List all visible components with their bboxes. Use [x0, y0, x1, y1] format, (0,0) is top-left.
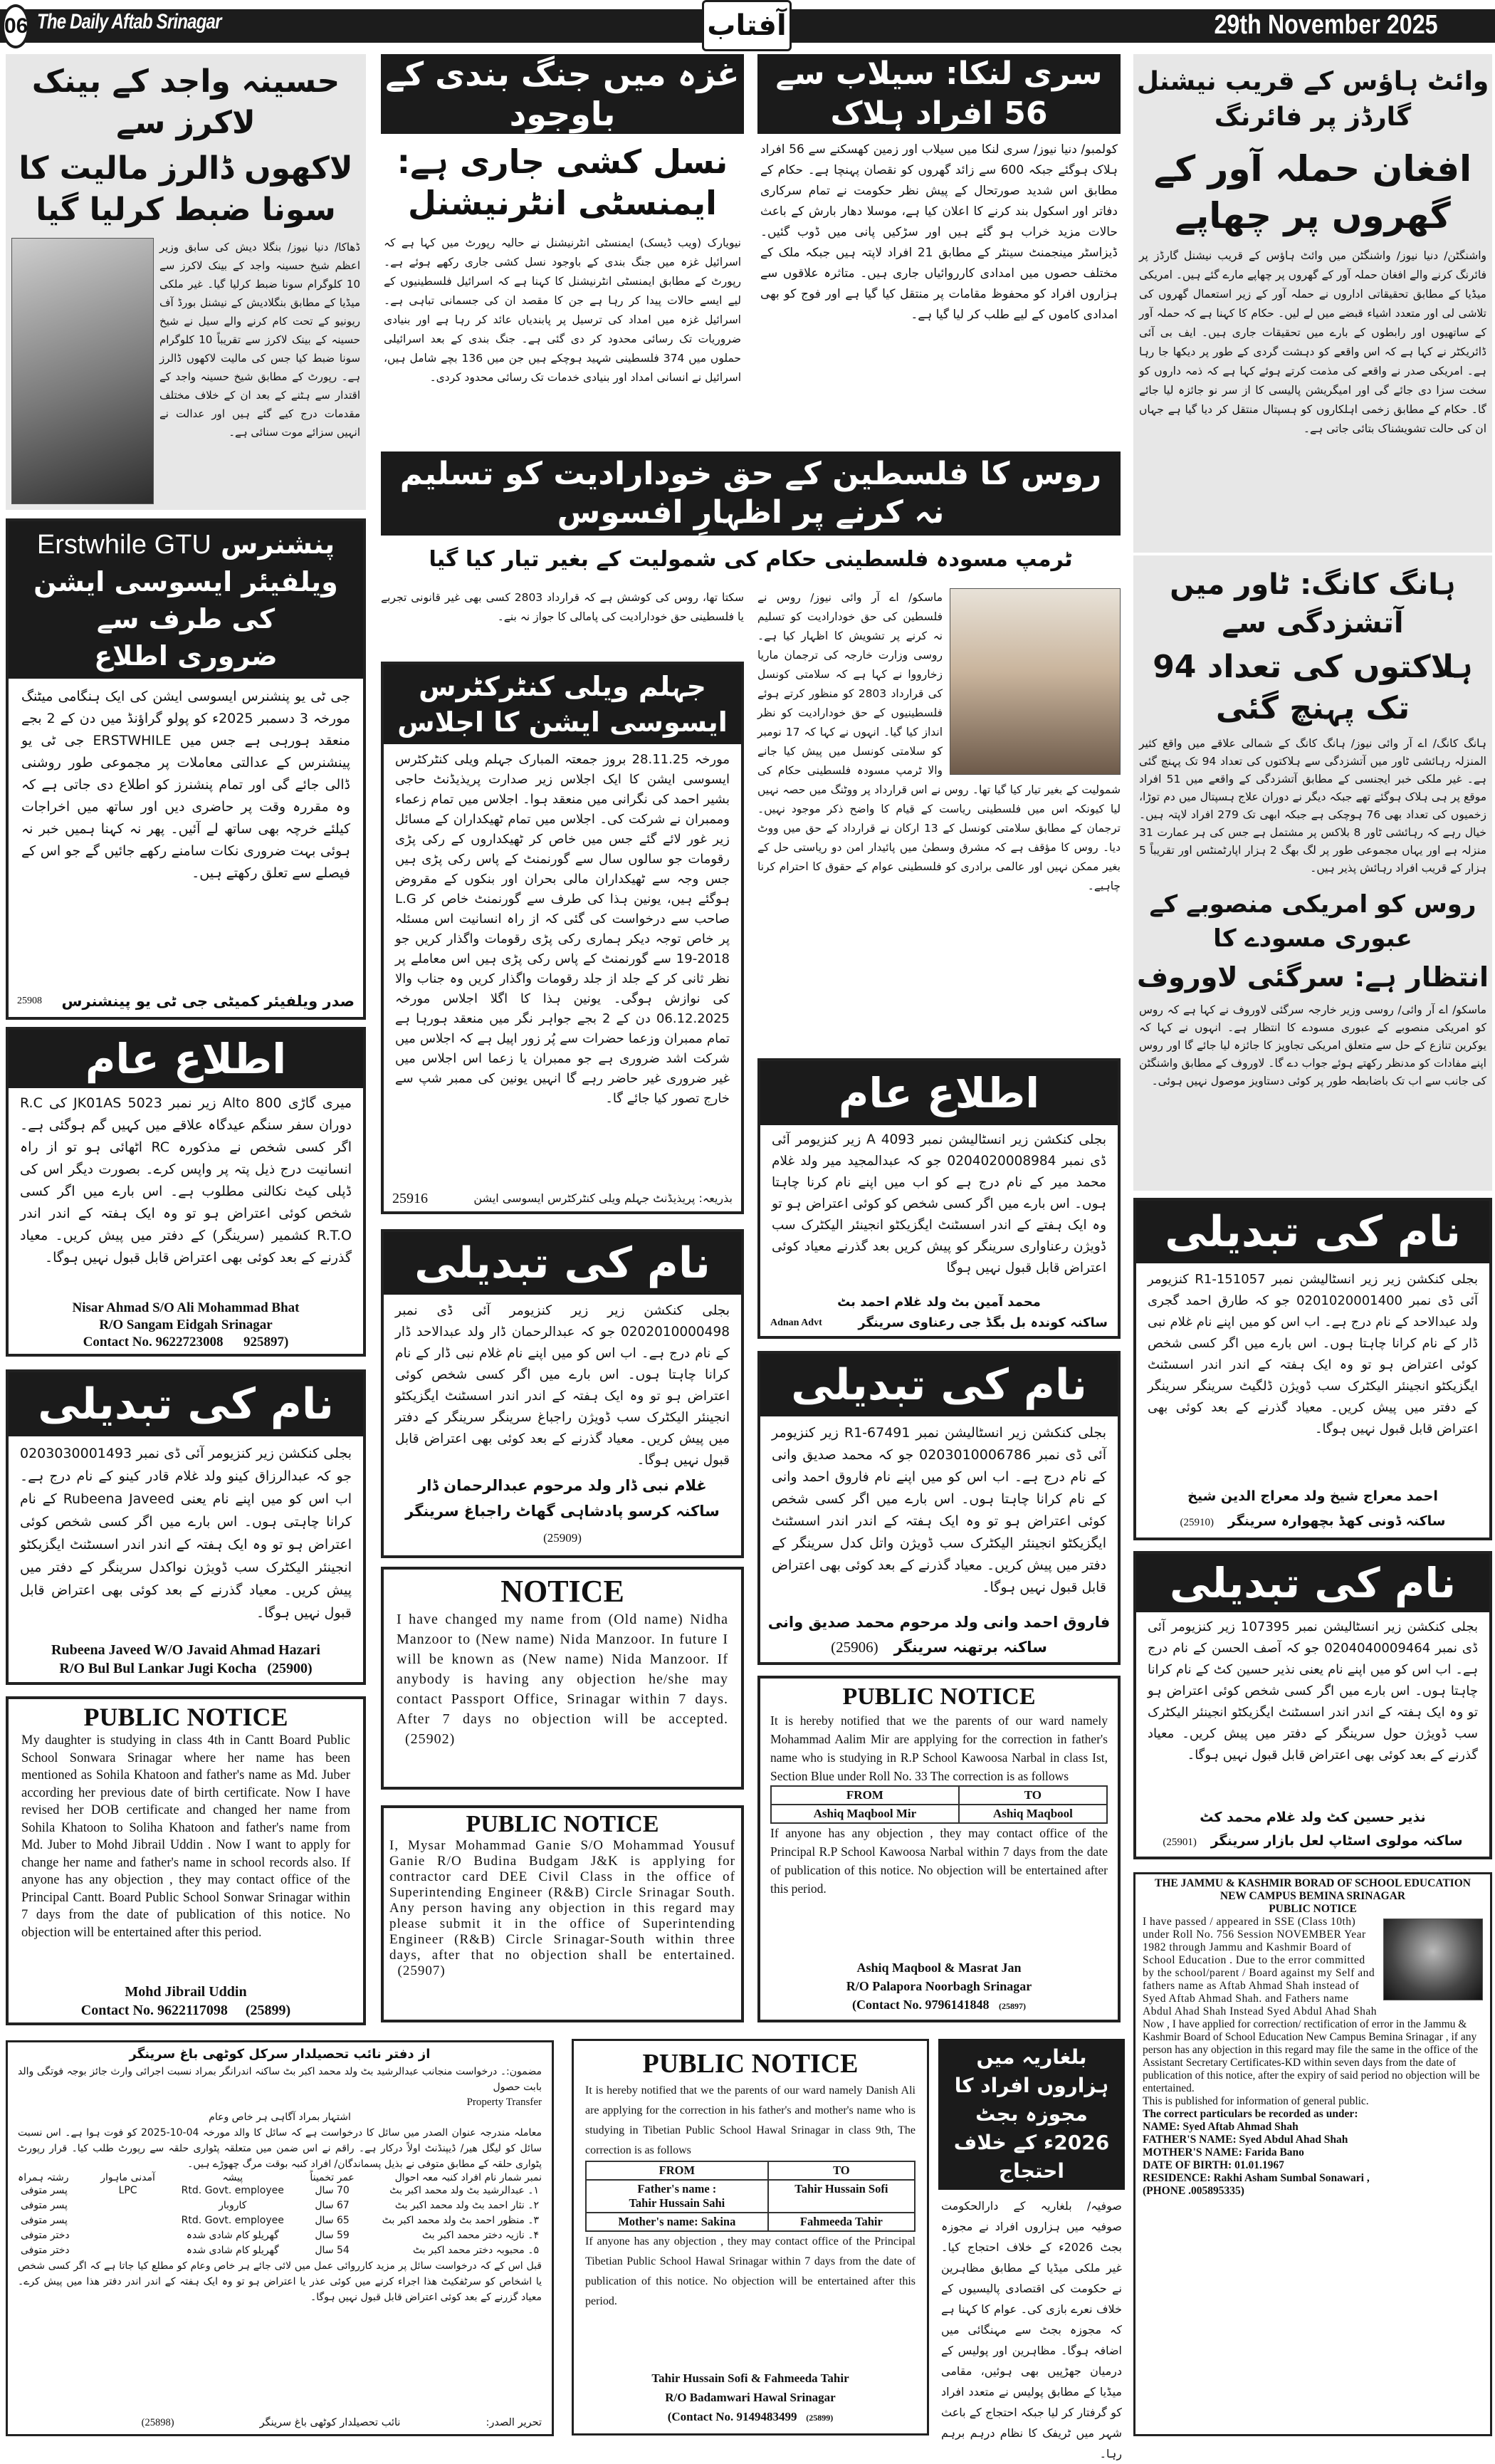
ad-ref: (25906) — [831, 1639, 878, 1656]
issue-date: 29th November 2025 — [1214, 10, 1438, 40]
ad-ref: (25909) — [543, 1531, 582, 1545]
column-header: آمدنی ماہوار — [100, 2172, 155, 2183]
ad-signature: بذریعہ: پریذیڈنٹ جہلم ویلی کنٹرکٹرس ایسوسی ایشن — [473, 1191, 733, 1205]
ad-title: PUBLIC NOTICE — [642, 2049, 859, 2079]
story-body: واشنگٹن/ دنیا نیوز/ واشنگٹن میں وائٹ ہاؤس کے قریب نیشنل گارڈز پر فائرنگ کرنے والے افغان حملہ آور کے گھروں پر چھاپے مارے گئے ہیں۔ امریکی میڈیا کے مطابق تحقیقاتی اداروں نے حملہ آور کے زیر استعمال گھروں کی تلاشی لی اور متعدد اشیاء قبضے میں لے لیں۔ حکام کا کہنا ہے کہ حملہ آور کے ساتھیوں اور رابطوں کے بارے میں تحقیقات جاری ہیں۔ ایف بی آئی ڈائریکٹر نے کہا ہے کہ اس واقعے کو دہشت گردی کے طور پر دیکھا جا رہا ہے۔ امریکی صدر نے واقعے کی مذمت کرتے ہوئے کہا ہے کہ ذمہ داروں کو سخت سزا دی جائے گی اور امیگریشن پالیسی کا از سر نو جائزہ لیا جائے گا۔ حکام کے مطابق زخمی اہلکاروں کو ہسپتال منتقل کر دیا گیا ہے جہاں ان کی حالت تشویشناک بتائی جاتی ہے۔ — [1139, 249, 1486, 435]
table-header: FROM — [771, 1786, 959, 1805]
correction-table — [585, 2161, 916, 2232]
ad-address: ساکنہ مولوی اسٹاپ لعل بازار سرینگر — [1210, 1833, 1463, 1849]
ad-signature: Rubeena Javeed W/O Javaid Ahmad Hazari — [51, 1642, 320, 1658]
ad-signature: Mohd Jibrail Uddin — [125, 1984, 247, 2000]
ad-address: R/O Badamwari Hawal Srinagar — [665, 2391, 836, 2404]
ad-contact: Contact No. 9622723008 — [83, 1335, 224, 1350]
ad-body: It is hereby notified that we the parents of our ward namely Danish Ali are applying for the correction in his father's and mother's name who is studying in Tibetian Public School Hawal Srinagar in class 9th, The correction is as follows — [585, 2084, 916, 2156]
ad-public-notice-aalim — [757, 1676, 1121, 2022]
headline: وائٹ ہاؤس کے قریب نیشنل گارڈز پر فائرنگ — [1136, 67, 1489, 132]
ad-address: R/O Sangam Eidgah Srinagar — [99, 1317, 273, 1332]
ad-ref: (25900) — [267, 1661, 313, 1676]
photo-applicant — [1383, 1919, 1483, 2000]
ad-body: جی ٹی یو پنشنرس ایسوسی ایشن کی ایک ہنگامی میٹنگ مورخہ 3 دسمبر 2025ء کو پولو گراؤنڈ میں دن کے 2 بجے منعقد ہورہی ہے جس میں ERSTWHILE جی ٹی یو پینشنرس کے عدالتی معاملات پر مجموعی طور روشنی ڈالی جائے گی اور تمام پنشنرز کو اطلاع دی جاتی ہے کہ وہ مقررہ وقت پر حاضری دیں اور ساتھ میں اخراجات کیلئے خرچہ بھی ساتھ لے آئیں۔ پھر نہ کہنا ہمیں خبر نہ ہوئی بہت ضروری نکات سامنے رکھے جائیں گے جو اس کے فیصلے سے تعلق رکھتے ہیں۔ — [21, 689, 351, 881]
heir-rel: دختر متوفی — [21, 2230, 70, 2241]
column-header: عمر تخمیناً — [310, 2172, 355, 2183]
table-cell: Father's name : — [637, 2182, 717, 2196]
ad-title: جہلم ویلی کنٹرکٹرس ایسوسی ایشن کا اجلاس — [384, 664, 741, 744]
ad-address: R/O Bul Bul Lankar Jugi Kocha — [59, 1661, 257, 1676]
ad-title: نام کی تبدیلی — [384, 1232, 741, 1295]
ad-ref: (25899) — [245, 2003, 291, 2018]
heir-income — [91, 2243, 164, 2258]
heir-job: گھریلو کام شادی شدہ — [186, 2230, 279, 2241]
heirs-table — [18, 2172, 542, 2258]
ad-title: از دفتر نائب تحصیلدار سرکل کوٹھی باغ سرینگر — [129, 2047, 431, 2062]
ad-jhelum-contractors — [381, 662, 744, 1214]
particular-name: NAME: Syed Aftab Ahmad Shah — [1143, 2121, 1299, 2133]
heir-age: 65 سال — [315, 2215, 350, 2226]
photo-sheikh-hasina — [11, 238, 154, 504]
headline: سری لنکا: سیلاب سے 56 افراد ہلاک — [757, 54, 1121, 134]
ad-body: I, Mysar Mohammad Ganie S/O Mohammad Yousuf Ganie R/O Budina Budgam J&K is applying for contractor card DEE Civil Class in the office of Superintending Engineer (R&B) Circle Srinagar South. Any person having any objection in this regard may please submit it in the office of Superintending Engineer (R&B) Circle Srinagar-South within three days, after that no objection shall be entertained. — [389, 1838, 735, 1963]
ad-name-change-rubeena — [6, 1369, 366, 1685]
heir-name: ۳۔ منظور احمد بٹ ولد محمد اکبر بٹ — [382, 2215, 539, 2226]
heir-job: Rtd. Govt. employee — [181, 2185, 284, 2196]
particular-phone: (PHONE .005895335) — [1143, 2185, 1244, 2197]
ad-body: معاملہ مندرجہ عنوان الصدر میں سائل کا درخواست ہے کہ سائل کا والد مورخہ 04-10-2025 کو فوت ہوا ہے۔ اس نسبت سائل کو لیگل هیر/ ڈیپنڈنٹ اولاً درکار ہے۔ راقم نے اس ضمن میں متعلقہ پٹواری حلقہ سے رپورٹ طلب کیا۔ قرار رپورٹ پٹواری حلقہ کے مطابق متوفی نے بذیل پسماندگان/ افراد کنبہ بوقت مرگ چھوڑے ہیں۔ — [18, 2127, 542, 2170]
ad-name-change-farooq — [757, 1351, 1121, 1665]
headline-lavrov: انتظار ہے: سرگئی لاوروف — [1137, 961, 1489, 993]
heir-name: ۲۔ نثار احمد بٹ ولد محمد اکبر بٹ — [394, 2200, 539, 2211]
ad-signature: نذیر حسین کٹ ولد غلام محمد کٹ — [1200, 1810, 1426, 1825]
story-hongkong — [1133, 555, 1492, 1191]
ad-name-change-meraj — [1133, 1198, 1492, 1540]
table-cell: Tahir Hussain Sofi — [768, 2180, 915, 2213]
heir-rel: پسر متوفی — [21, 2185, 68, 2196]
table-cell: Fahmeeda Tahir — [768, 2213, 915, 2231]
ad-title: اطلاع عام — [9, 1030, 363, 1088]
ad-subject-en: Property Transfer — [466, 2097, 542, 2108]
ad-title: PUBLIC NOTICE — [842, 1683, 1036, 1710]
heir-age: 59 سال — [315, 2230, 350, 2241]
particulars-heading: The correct particulars be recorded as under: — [1143, 2108, 1358, 2120]
ad-name-change-ghulam-nabi — [381, 1229, 744, 1558]
ad-signature: Nisar Ahmad S/O Ali Mohammad Bhat — [72, 1300, 300, 1315]
ad-body: This is published for information of general public. — [1143, 2095, 1369, 2107]
ad-title: پنشنرس — [221, 528, 335, 560]
ad-body: بجلی کنکشن زیر انسٹالیشن نمبر 67491-R1 زیر کنزیومر آئی ڈی نمبر 0203010006786 جو کہ محمد صدیق وانی کے نام درج ہے۔ اب اس کو میں اپنے نام فاروق احمد وانی کے نام کرانا چاہتا ہوں۔ اس بارے میں اگر کسی شخص کوئی اعتراض ہو تو وہ ایک ہفتہ کے اندر اندر اسسٹنٹ ایگزیکٹو انجینئر الیکٹرک سب ڈویژن واتل کدل سرینگر کے دفتر میں پیش کریں۔ معیاد گذرنے کے بعد کوئی بھی اعتراض قابل قبول نہیں ہوگا۔ — [772, 1425, 1107, 1595]
ad-body: It is hereby notified that we the parents of our ward namely Mohammad Aalim Mir are applying for the correction in father's name who is studying in R.P School Kawoosa Narbal in class Ist, Section Blue under Roll No. 33 The correction is as follows — [770, 1713, 1108, 1783]
ad-footer: قبل اس کے کہ درخواست سائل پر مزید کارروائی عمل میں لائی جائے ہر خاص وعام کو مطلع کیا جاتا ہے کہ اگر کسی شخص یا اشخاص کو سرٹفکیٹ هذا اجراء کرنے میں کوئی عذر یا اعتراض ہو تو وہ ایک ہفتہ کے اندر اندر دفتر هذا میں پیش کرے۔ معیاد گزرنے کے بعد کوئی اعتراض قابل قبول نہیں ہوگا۔ — [18, 2260, 542, 2303]
ad-body: مورخہ 28.11.25 بروز جمعتہ المبارک جہلم ویلی کنٹرکٹرس ایسوسی ایشن کا ایک اجلاس زیر صدارت پریذیڈنٹ حاجی بشیر احمد کی نگرانی میں منعقد ہوا۔ اجلاس میں تمام زعماء وممبران نے شرکت کی۔ اجلاس میں تمام ٹھیکداران کے مسائل زیر غور لائے گئے جس میں خاص کر ٹھیکداروں کے رکی پڑی رقومات جو سالوں سال سے گورنمنٹ کے پاس رکی پڑی ہیں جس وجہ سے ٹھیکداران مالی بحران اور بنکوں کے مقروض ہوگئے ہیں، یونین ہذا کی طرف سے گورنمنٹ خاص کر L.G صاحب سے درخواست کی گئی کہ از راہ انسانیت اس مسئلہ پر خاص توجہ دیکر ہماری رکی پڑی رقومات واگذار کریں جو 2018-19 سے گورنمنٹ کے پاس رکی پڑی ہیں اس معاملے پر نظر ثانی کر کے جلد از جلد رقومات واگذار کریں وہ جناب والا کی نوازش ہوگی۔ یونین ہذا کا اگلا اجلاس مورخہ 06.12.2025 دن کے 2 بجے جواہر نگر میں منعقد ہورہا ہے تمام ممبران وزعما حضرات سے پُر زور اپیل ہے کہ اجلاس میں شرکت اشد ضروری ہے جو ممبران یا زعما اس اجلاس میں غیر ضروری غیر حاضر رہے گا انہیں یونین کی ممبر شپ سے خارج تصور کیا جائے گا۔ — [395, 752, 730, 1106]
ad-body: I have changed my name from (Old name) Nidha Manzoor to (New name) Nida Manzoor. In future I will be known as (New name) Nida Manzoor. If anybody is having any objection he/she may contact Passport Office, Srinagar within 7 days. After 7 days no objection will be accepted. — [397, 1612, 728, 1727]
ad-address: ساکنہ کرسو پادشاہی گھاٹ راجباغ سرینگر — [405, 1503, 720, 1520]
heir-income — [91, 2213, 164, 2228]
ad-title: PUBLIC NOTICE — [466, 1811, 659, 1837]
ad-tehsildar-notice — [6, 2040, 554, 2436]
ad-body: If anyone has any objection , they may contact office of the Principal Tibetian Public School Hawal Srinagar within 7 days from the date of publication of this notice. No objection will be entertained after this period. — [585, 2235, 916, 2307]
story-body-continued: سکتا تھا، روس کی کوشش ہے کہ قرارداد 2803 کسی بھی غیر قانونی تجربے یا فلسطینی حق خودارادیت کی پامالی کا جواز نہ بنے۔ — [381, 591, 744, 623]
story-body: ماسکو/ اے آر وائی/ روسی وزیر خارجہ سرگئی لاوروف نے کہا ہے کہ روس کو امریکی منصوبے کے عبوری مسودے کا انتظار ہے۔ انہوں نے کہا کہ یوکرین تنازع کے حل سے متعلق امریکی تجاویز کا جائزہ لیا جائے گا اور روس اپنے مفادات کو مدنظر رکھتے ہوئے جواب دے گا۔ لاوروف کے مطابق واشنگٹن کی جانب سے اب تک باضابطہ طور پر کوئی دستاویز موصول نہیں ہوئی۔ — [1139, 1003, 1486, 1087]
ad-body: Now , I have applied for correction/ rectification of error in the Jammu & Kashmir Board of School Education New Campus Bemina Srinagar , if any person has any objection in this regard may file the same in the office of the Assistant Secretary Certificates-KD within seven days from the date of publication of this notice, after the expiry of said period no objection will be entertained. — [1143, 2018, 1480, 2094]
ad-body: My daughter is studying in class 4th in Cantt Board Public School Sonwara Srinagar where her name has been mentioned as Sohila Khatoon and father's name as Md. Juber according her previous date of birth certificate. Now I have revised her DOB certificate and changed her name from Sohila Khatoon to Soliha Khatoon and father's name from Md. Juber to Mohd Jibrail Uddin . Now I want to apply for change her name and father's name in school records also. If anyone has any objection , they may contact office of the Principal Cantt. Board Public School Sonwar Srinagar within 7 days from the date of publication of this notice. No objection will be entertained after this period. — [21, 1733, 350, 1940]
story-body: صوفیہ/ بلغاریہ کے دارالحکومت صوفیہ میں ہزاروں افراد نے مجوزہ بجٹ 2026ء کے خلاف احتجاج کیا۔ غیر ملکی میڈیا کے مطابق مظاہرین نے حکومت کی اقتصادی پالیسیوں کے خلاف نعرے بازی کی۔ عوام کا کہنا ہے کہ مجوزہ بجٹ سے مہنگائی میں اضافہ ہوگا۔ مظاہرین اور پولیس کے درمیان جھڑپیں بھی ہوئیں، مقامی میڈیا کے مطابق پولیس نے متعدد افراد کو گرفتار کر لیا جبکہ احتجاج کے باعث شہر میں ٹریفک کا نظام درہم برہم رہا۔ — [941, 2199, 1123, 2460]
ad-title: PUBLIC NOTICE — [83, 1703, 288, 1731]
ad-contact: Contact No. 9622117098 — [80, 2003, 228, 2018]
heir-rel: پسر متوفی — [21, 2215, 68, 2226]
heir-name: ۴۔ نازیہ دختر محمد اکبر بٹ — [422, 2230, 539, 2241]
ad-title: ضروری اطلاع — [94, 640, 278, 672]
heir-age: 67 سال — [315, 2200, 350, 2211]
ad-title: نام کی تبدیلی — [1136, 1554, 1489, 1612]
headline: حسینہ واجد کے بینک لاکرز سے — [31, 63, 340, 141]
particular-mother: MOTHER'S NAME: Farida Bano — [1143, 2146, 1304, 2158]
ad-ref: (25901) — [1163, 1837, 1197, 1848]
headline: نسل کشی جاری ہے: ایمنسٹی انٹرنیشنل — [397, 142, 728, 222]
story-body: ماسکو/ اے آر وائی نیوز/ روس نے فلسطین کی حق خودارادیت کو تسلیم نہ کرنے پر تشویش کا اظہار کیا ہے۔ روسی وزارت خارجہ کی ترجمان ماریا زخارووا نے کہا ہے کہ سلامتی کونسل کی قرارداد 2803 کو منظور کرتے ہوئے فلسطینیوں کے حق خودارادیت کو نظر انداز کیا گیا۔ انہوں نے کہا کہ 17 نومبر کو سلامتی کونسل میں پیش کیا جانے والا ٹرمپ مسودہ فلسطینی حکام کی شمولیت کے بغیر تیار کیا گیا تھا۔ روس نے اس قرارداد پر ووٹنگ میں حصہ نہیں لیا کیونکہ اس میں فلسطینی ریاست کے قیام کا واضح ذکر موجود نہیں۔ ترجمان کے مطابق سلامتی کونسل کے 13 ارکان نے قرارداد کے حق میں ووٹ دیا۔ روس کا مؤقف ہے کہ مشرق وسطیٰ میں پائیدار امن دو ریاستی حل کے بغیر ممکن نہیں اور عالمی برادری کو فلسطینی عوام کے حقوق کا احترام کرنا چاہیے۔ — [757, 591, 1121, 892]
heir-row — [18, 2198, 542, 2213]
story-body: نیویارک (ویب ڈیسک) ایمنسٹی انٹرنیشنل نے حالیہ رپورٹ میں کہا ہے کہ اسرائیل غزہ میں جنگ بندی کے باوجود نسل کشی جاری رکھے ہوئے ہے۔ رپورٹ کے مطابق ایمنسٹی انٹرنیشنل کا کہنا ہے کہ اسرائیل فلسطینیوں کے لیے ایسے حالات پیدا کر رہا ہے جن کا مقصد ان کی جسمانی تباہی ہے۔ اسرائیل غزہ میں امداد کی ترسیل پر پابندیاں عائد کر رہا ہے اور بنیادی ضروریات تک رسائی محدود کر دی گئی ہے۔ جنگ بندی کے بعد اسرائیلی حملوں میں 374 فلسطینی شہید ہوچکے ہیں جن میں 136 بچے شامل ہیں، اسرائیل نے انسانی امداد اور بنیادی خدمات تک رسائی محدود کردی۔ — [384, 236, 741, 384]
table-header: TO — [768, 2161, 915, 2180]
particular-residence: RESIDENCE: Rakhi Asham Sumbal Sonawari , — [1143, 2172, 1370, 2184]
story-gaza — [381, 54, 744, 442]
story-russia — [757, 588, 1121, 1051]
heir-row — [18, 2183, 542, 2198]
ad-address: ساکنہ کوندہ بل بگڈ جی رعناوی سرینگر — [858, 1315, 1108, 1330]
ad-signature: غلام نبی ڈار ولد مرحوم عبدالرحمان ڈار — [418, 1477, 707, 1494]
heir-name: ۱۔ عبدالرشید بٹ ولد محمد اکبر بٹ — [389, 2185, 539, 2196]
ad-body: بجلی کنکشن زیر انسٹالیشن نمبر A 4093 زیر کنزیومر آئی ڈی نمبر 0204020008984 جو کہ عبدالمجید میر ولد غلام محمد میر کے نام درج ہے کو اب میں اپنے نام کرنا چاہتا ہوں۔ اس بارے میں اگر کسی شخص کو کوئی اعتراض ہو تو وہ ایک ہفتے کے اندر اسسٹنٹ ایگزیکٹو انجینئر الیکٹرک سب ڈویژن رعناواری سرینگر کو پیش کریں بعد گذرنے معیاد کوئی اعتراض قابل قبول نہیں ہوگا — [772, 1132, 1106, 1275]
table-cell: Mother's name: Sakina — [586, 2213, 768, 2231]
heir-row — [18, 2213, 542, 2228]
headline: افغان حملہ آور کے گھروں پر چھاپے — [1153, 148, 1472, 236]
ad-title: نام کی تبدیلی — [1136, 1201, 1489, 1263]
ad-signature: محمد آمین بٹ ولد غلام احمد بٹ — [837, 1295, 1041, 1310]
correction-table — [770, 1785, 1108, 1824]
story-bulgaria — [938, 2039, 1125, 2460]
ad-ref: (25902) — [405, 1731, 456, 1747]
story-body: کولمبو/ دنیا نیوز/ سری لنکا میں سیلاب اور زمین کھسکنے سے 56 افراد ہلاک ہوگئے جبکہ 600 سے زائد گھروں کو نقصان پہنچا ہے۔ حکام کے مطابق اس شدید صورتحال کے پیش نظر حکومت نے تمام سرکاری دفاتر اور اسکول بند کرنے کا اعلان کیا ہے، موسلا دھار بارش کے باعث حالات مزید خراب ہو گئے ہیں اور سڑکیں پانی میں ڈوب گئیں۔ ڈیزاسٹر مینجمنٹ سینٹر کے مطابق 21 افراد لاپتہ ہیں جبکہ ملک کے مختلف حصوں میں امدادی کارروائیاں جاری ہیں۔ متاثرہ علاقوں سے ہزاروں افراد کو محفوظ مقامات پر منتقل کیا گیا ہے اور فوج کو بھی امدادی کاموں کے لیے طلب کر لیا گیا ہے۔ — [760, 142, 1118, 322]
ad-ref: 25908 — [17, 996, 42, 1006]
headline-lavrov: روس کو امریکی منصوبے کے عبوری مسودے کا — [1149, 890, 1476, 953]
headline: بلغاریہ میں ہزاروں افراد کا مجوزہ بجٹ 2026ء کے خلاف احتجاج — [938, 2039, 1125, 2190]
banner-headline: روس کا فلسطین کے حق خودارادیت کو تسلیم نہ کرنے پر اظہارِ افسوس — [381, 451, 1121, 536]
ad-notice-heading: اشتہار بمراد آگاہی ہر خاص وعام — [209, 2111, 351, 2123]
ad-contact: (Contact No. 9149483499 — [667, 2410, 797, 2423]
heir-job: گھریلو کام شادی شدہ — [186, 2245, 279, 2256]
heir-income — [91, 2228, 164, 2243]
ad-public-notice-mysar — [381, 1805, 744, 2022]
table-cell: Ashiq Maqbool — [959, 1805, 1107, 1823]
ad-agency: Adnan Advt — [770, 1317, 822, 1328]
ad-address: R/O Palapora Noorbagh Srinagar — [846, 1979, 1032, 1993]
column-header: پیشہ — [222, 2172, 243, 2183]
column-header: رشتہ ہمراہ — [18, 2172, 69, 2183]
story-whitehouse — [1133, 54, 1492, 553]
ad-signature: فاروق احمد وانی ولد مرحوم محمد صدیق وانی — [767, 1614, 1111, 1631]
ad-public-info-amin — [757, 1058, 1121, 1339]
newspaper-name: The Daily Aftab Srinagar — [37, 10, 221, 33]
particular-dob: DATE OF BIRTH: 01.01.1967 — [1143, 2159, 1284, 2171]
ad-address: ساکنہ برتھنہ سرینگر — [893, 1639, 1047, 1656]
ad-ref: (25899) — [806, 2413, 834, 2423]
ad-jkbose-public-notice — [1133, 1872, 1492, 2436]
sub-headline: ٹرمپ مسودہ فلسطینی حکام کی شمولیت کے بغیر تیار کیا گیا — [429, 547, 1073, 572]
ad-signature: صدر ویلفیئر کمیٹی جی ٹی یو پینشنرس — [61, 993, 355, 1010]
ad-subject: مضمون:۔ درخواست منجانب عبدالرشید بٹ ولد محمد اکبر بٹ ساکنہ اندرانگر بمراد نسبت اجرائی وارث جائز بوجہ فوتگی والد بابت حصول — [18, 2066, 542, 2093]
ad-ref: (25898) — [141, 2417, 174, 2428]
headline: ہانگ کانگ: ٹاور میں آتشزدگی سے — [1170, 568, 1456, 640]
ad-title: NEW CAMPUS BEMINA SRINAGAR — [1219, 1890, 1406, 1902]
ad-title: THE JAMMU & KASHMIR BORAD OF SCHOOL EDUCATION — [1155, 1877, 1471, 1889]
ad-body: بجلی کنکشن زیر زیر انسٹالیشن نمبر 151057-R1 کنزیومر آئی ڈی نمبر 0201020001400 جو کہ طارق احمد گجری ولد عبدالاحد کے نام درج ہے۔ اب اس کو میں اپنے نام غلام نبی ڈار کے نام کرانا چاہتا ہوں۔ اس بارے میں اگر کسی شخص کوئی اعتراض ہو تو وہ ایک ہفتہ کے اندر اندر اسسٹنٹ ایگزیکٹو انجینئر الیکٹرک سب ڈویژن ڈلگیٹ سرینگر سرینگر کے دفتر میں پیش کریں۔ معیاد گذرنے کے بعد کوئی بھی اعتراض قابل قبول نہیں ہوگا۔ — [1148, 1272, 1479, 1436]
ad-title: PUBLIC NOTICE — [1269, 1903, 1357, 1915]
ad-body: I have passed / appeared in SSE (Class 10th) under Roll No. 756 Session NOVEMBER Year 1982 through Jammu and Kashmir Board of School Education . Due to the error committed by the school/parent / Board against my Self and fathers name as Aftab Ahmad Shah instead of Syed Aftab Ahmad Shah. and Fathers name Abdul Ahad Shah Instead Syed Abdul Ahad Shah — [1143, 1916, 1377, 2017]
particular-father: FATHER'S NAME: Syed Abdul Ahad Shah — [1143, 2134, 1348, 2146]
table-header: FROM — [586, 2161, 768, 2180]
column-header: نمبر شمار نام افراد کنبہ معہ احوال — [394, 2172, 542, 2183]
headline: ہلاکتوں کی تعداد 94 تک پہنچ گئی — [1153, 649, 1473, 726]
ad-gtu-pensioners — [6, 518, 366, 1020]
heir-age: 54 سال — [315, 2245, 350, 2256]
heir-age: 70 سال — [315, 2185, 350, 2196]
newspaper-logo: آفتاب — [702, 0, 792, 51]
ad-signature: Ashiq Maqbool & Masrat Jan — [856, 1961, 1022, 1975]
ad-signatory: نائب تحصیلدار کوٹھی باغ سرینگر — [259, 2417, 401, 2428]
heir-income — [91, 2198, 164, 2213]
ad-ref: 925897) — [243, 1335, 289, 1350]
ad-body: بجلی کنکشن زیر زیر کنزیومر آئی ڈی نمبر 0202010000498 جو کہ عبدالرحمان ڈار ولد عبدالاحد ڈار کے نام درج ہے۔ اب اس کو میں اپنے نام غلام نبی ڈار کے نام کرانا چاہتا ہوں۔ اس بارے میں اگر کسی شخص کوئی اعتراض ہو تو وہ ایک ہفتہ کے اندر اندر اسسٹنٹ ایگزیکٹو انجینئر الیکٹرک سب ڈویژن راجباغ سرینگر سرینگر کے دفتر میں پیش کریں۔ معیاد گذرنے کے بعد کوئی بھی اعتراض قابل قبول نہیں ہوگا۔ — [395, 1303, 730, 1468]
ad-ref: (25897) — [998, 2001, 1026, 2011]
ad-title: نام کی تبدیلی — [760, 1354, 1118, 1416]
ad-body: بجلی کنکشن زیر انسٹالیشن نمبر 107395 زیر کنزیومر آئی ڈی نمبر 0204040009464 جو کہ آصف الحسن کے نام درج ہے۔ اب اس کو میں اپنے نام یعنی نذیر حسین کٹ کے نام کرانا چاہتا ہوں۔ اس بارے میں اگر کسی شخص کوئی اعتراض ہو تو وہ ایک ہفتہ کے اندر اندر اسسٹنٹ ایگزیکٹو انجینئر الیکٹرک سب ڈویژن حول سرینگر کے دفتر میں پیش کریں۔ معیاد گذرنے کے بعد کوئی بھی اعتراض قابل قبول نہیں ہوگا۔ — [1148, 1619, 1478, 1763]
ad-name-change-nazir — [1133, 1551, 1492, 1859]
table-cell: Ashiq Maqbool Mir — [771, 1805, 959, 1823]
table-header: TO — [959, 1786, 1107, 1805]
ad-ref: (25910) — [1180, 1517, 1215, 1528]
ad-ref: 25916 — [392, 1190, 428, 1206]
ad-ref: (25907) — [397, 1963, 446, 1978]
page-number: 06 — [1, 4, 30, 48]
ad-rc-lost-notice — [6, 1027, 366, 1357]
photo-maria-zakharova — [950, 588, 1121, 775]
headline: لاکھوں ڈالرز مالیت کا سونا ضبط کرلیا گیا — [19, 150, 353, 228]
story-hasina — [6, 54, 366, 510]
ad-public-notice-jibrail — [6, 1696, 366, 2025]
heir-job: کاروبار — [219, 2200, 247, 2211]
headline: غزہ میں جنگ بندی کے باوجود — [381, 54, 744, 134]
heir-rel: پسر متوفی — [21, 2200, 68, 2211]
ad-title: نام کی تبدیلی — [9, 1372, 363, 1436]
ad-body: میری گاڑی Alto 800 زیر نمبر JK01AS 5023 کی R.C دوران سفر سنگم عیدگاہ علاقے میں کہیں گم ہوگئی ہے۔ اگر کسی شخص نے مذکورہ RC اٹھائی ہو تو از راہ انسانیت درج ذیل پتہ پر واپس کرے۔ بصورت دیگر اس کی ڈپلی کیٹ نکالنی مطلوب ہے۔ اس بارے میں اگر کسی شخص کوئی اعتراض ہو تو وہ ایک ہفتہ کے اندر اندر R.T.O کشمیر (سرینگر) کے دفتر میں پیش کریں۔ معیاد گذرنے کے بعد کوئی بھی اعتراض قابل قبول نہیں ہوگا۔ — [20, 1095, 352, 1265]
ad-title: اطلاع عام — [760, 1061, 1118, 1125]
ad-signature: Tahir Hussain Sofi & Fahmeeda Tahir — [651, 2371, 849, 2385]
story-srilanka — [757, 54, 1121, 442]
ad-body: If anyone has any objection , they may contact office of the Principal R.P School Kawoosa Narbal within 7 days from the date of publication of this notice. No objection will be entertained after this period. — [770, 1826, 1108, 1896]
ad-title-en: Erstwhile GTU — [36, 530, 211, 560]
story-body: ہانگ کانگ/ اے آر وائی نیوز/ ہانگ کانگ کے شمالی علاقے میں واقع کثیر المنزلہ رہائشی ٹاور میں آتشزدگی سے ہلاکتوں کی تعداد 94 تک پہنچ گئی ہے۔ غیر ملکی خبر ایجنسی کے مطابق آتشزدگی کے واقعے میں 51 افراد موقع پر ہی ہلاک ہوگئے تھے جبکہ دیگر نے دوران علاج ہسپتال میں دم توڑا، زخمیوں کی تعداد بھی 76 ہوچکی ہے جبکہ ابھی تک 279 افراد لاپتہ ہیں۔ خیال رہے کہ رہائشی ٹاور 8 بلاکس پر مشتمل ہے جس کی ہر عمارت 31 منزلہ ہے اور یہاں مجموعی طور پر لگ بھگ 2 ہزار اپارٹمنٹس اور تقریباً 5 ہزار کے قریب افراد رہائش پذیر ہیں۔ — [1139, 737, 1487, 875]
ad-body: بجلی کنکشن زیر کنزیومر آئی ڈی نمبر 0203030001493 جو کہ عبدالرزاق کینو ولد غلام قادر کینو کے نام درج ہے۔ اب اس کو میں اپنے نام یعنی Rubeena Javeed کے نام کرانا چاہتی ہوں۔ اس بارے میں اگر کسی شخص کوئی اعتراض ہو تو وہ ایک ہفتہ کے اندر اندر اسسٹنٹ ایگزیکٹو انجینئر الیکٹرک سب ڈویژن نواکدل سرینگر کے دفتر میں پیش کریں۔ معیاد گذرنے کے بعد کوئی بھی اعتراض قابل قبول نہیں ہوگا۔ — [20, 1446, 352, 1621]
ad-title: NOTICE — [500, 1574, 624, 1609]
ad-title: ویلفیئر ایسوسی ایشن کی طرف سے — [33, 566, 338, 635]
ad-signature: احمد معراج شیخ ولد معراج الدین شیخ — [1187, 1488, 1438, 1504]
ad-notice-nida — [381, 1567, 744, 1790]
sign-label: تحریر الصدر: — [486, 2417, 542, 2428]
ad-contact: (Contact No. 9796141848 — [852, 1998, 990, 2012]
story-body: ڈھاکا/ دنیا نیوز/ بنگلا دیش کی سابق وزیر اعظم شیخ حسینہ واجد کے بینک لاکرز سے 10 کلوگرام سونا ضبط کرلیا گیا۔ غیر ملکی میڈیا کے مطابق بنگلادیش کے نیشنل بورڈ آف ریونیو کے تحت کام کرنے والے سیل نے شیخ حسینہ کے بینک لاکرز سے تقریباً 10 کلوگرام سونا ضبط کیا جس کی مالیت لاکھوں ڈالرز ہے۔ رپورٹ کے مطابق شیخ حسینہ واجد کے اقتدار سے ہٹنے کے بعد ان کے خلاف مختلف مقدمات درج کیے گئے ہیں اور عدالت نے انہیں سزائے موت سنائی ہے۔ — [159, 241, 360, 439]
heir-row — [18, 2243, 542, 2258]
heir-name: ۵۔ محبوبہ دختر محمد اکبر بٹ — [412, 2245, 539, 2256]
ad-address: ساکنہ ڈونی کھڈ بچھوارہ سرینگر — [1227, 1513, 1446, 1529]
ad-public-notice-danish — [572, 2039, 929, 2436]
table-cell: Tahir Hussain Sahi — [629, 2196, 725, 2210]
heir-row — [18, 2228, 542, 2243]
heir-rel: دختر متوفی — [21, 2245, 70, 2256]
heir-job: Rtd. Govt. employee — [181, 2215, 284, 2226]
heir-income: LPC — [118, 2185, 137, 2196]
